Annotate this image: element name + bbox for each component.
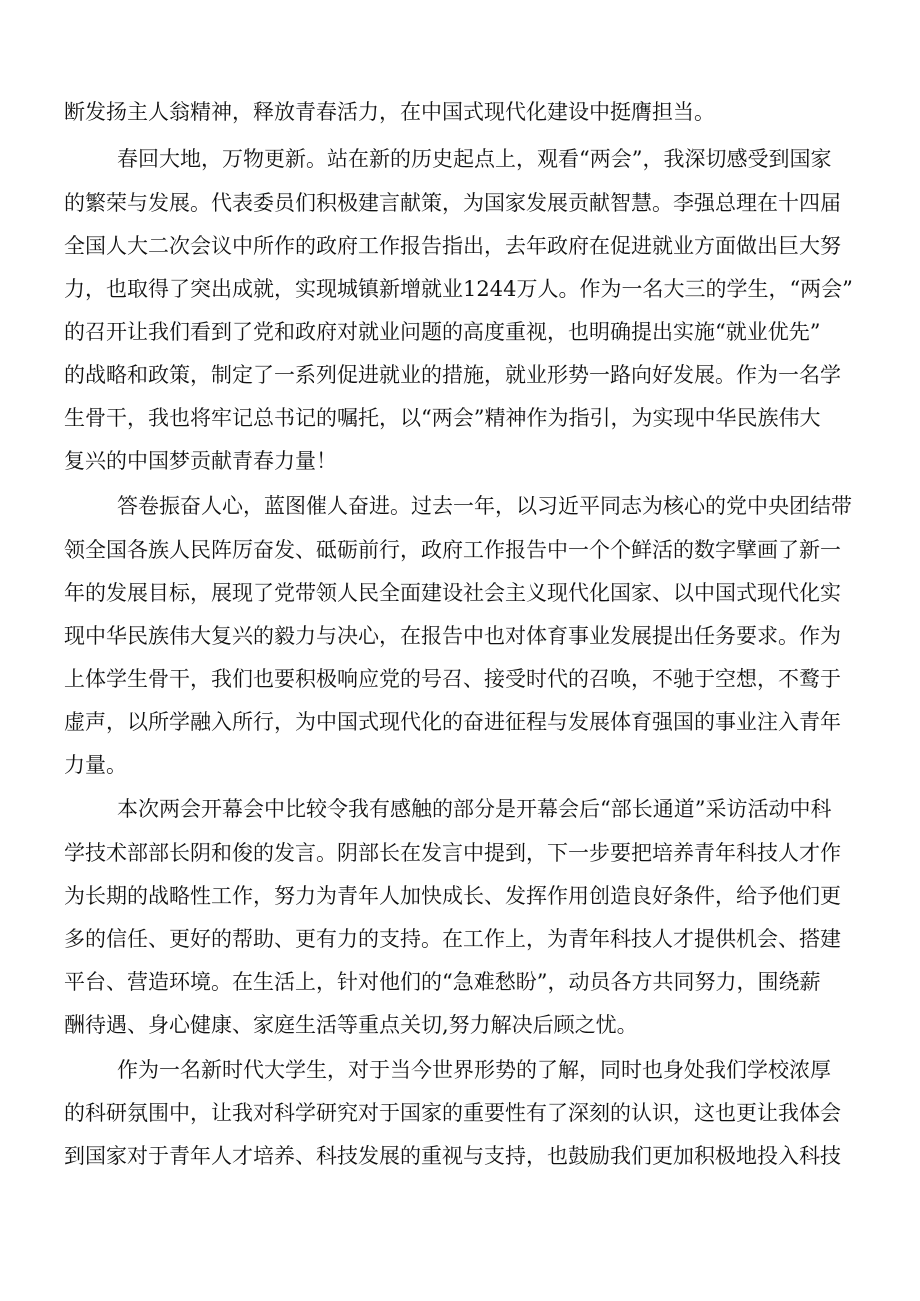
text-line: 多的信任、更好的帮助、更有力的支持。在工作上，为青年科技人才提供机会、搭建 (64, 927, 841, 951)
text-line: 断发扬主人翁精神，释放青春活力，在中国式现代化建设中挺膺担当。 (64, 100, 715, 124)
text-line: 到国家对于青年人才培养、科技发展的重视与支持，也鼓励我们更加积极地投入科技 (64, 1144, 841, 1168)
text-line: 力，也取得了突出成就，实现城镇新增就业1244万人。作为一名大三的学生，“两会” (64, 277, 853, 301)
paragraph-first-line: 本次两会开幕会中比较令我有感触的部分是开幕会后“部长通道”采访活动中科 (117, 797, 832, 821)
text-line: 复兴的中国梦贡献青春力量！ (64, 449, 337, 473)
text-line: 为长期的战略性工作，努力为青年人加快成长、发挥作用创造良好条件，给予他们更 (64, 884, 841, 908)
text-line: 学技术部部长阴和俊的发言。阴部长在发言中提到，下一步要把培养青年科技人才作 (64, 841, 841, 865)
paragraph-first-line: 作为一名新时代大学生，对于当今世界形势的了解，同时也身处我们学校浓厚 (117, 1058, 831, 1082)
text-line: 虚声，以所学融入所行，为中国式现代化的奋进征程与发展体育强国的事业注入青年 (64, 710, 841, 734)
text-line: 上体学生骨干，我们也要积极响应党的号召、接受时代的召唤，不驰于空想，不鹜于 (64, 667, 841, 691)
text-line: 现中华民族伟大复兴的毅力与决心，在报告中也对体育事业发展提出任务要求。作为 (64, 624, 841, 648)
paragraph-first-line: 答卷振奋人心，蓝图催人奋进。过去一年，以习近平同志为核心的党中央团结带 (117, 494, 852, 518)
text-line: 平台、营造环境。在生活上，针对他们的“急难愁盼”，动员各方共同努力，围绕薪 (64, 970, 821, 994)
text-line: 的繁荣与发展。代表委员们积极建言献策，为国家发展贡献智慧。李强总理在十四届 (64, 191, 841, 215)
text-line: 力量。 (64, 753, 127, 777)
text-line: 年的发展目标，展现了党带领人民全面建设社会主义现代化国家、以中国式现代化实 (64, 581, 841, 605)
text-line: 领全国各族人民阵厉奋发、砥砺前行，政府工作报告中一个个鲜活的数字擘画了新一 (64, 538, 841, 562)
text-line: 生骨干，我也将牢记总书记的嘱托，以“两会”精神作为指引，为实现中华民族伟大 (64, 406, 821, 430)
text-line: 的科研氛围中，让我对科学研究对于国家的重要性有了深刻的认识，这也更让我体会 (64, 1101, 841, 1125)
text-line: 酬待遇、身心健康、家庭生活等重点关切,努力解决后顾之忧。 (64, 1013, 638, 1037)
text-line: 的召开让我们看到了党和政府对就业问题的高度重视，也明确提出实施“就业优先” (64, 320, 821, 344)
paragraph-first-line: 春回大地，万物更新。站在新的历史起点上，观看“两会”，我深切感受到国家 (117, 147, 832, 171)
text-line: 的战略和政策，制定了一系列促进就业的措施，就业形势一路向好发展。作为一名学 (64, 363, 841, 387)
text-line: 全国人大二次会议中所作的政府工作报告指出，去年政府在促进就业方面做出巨大努 (64, 234, 841, 258)
